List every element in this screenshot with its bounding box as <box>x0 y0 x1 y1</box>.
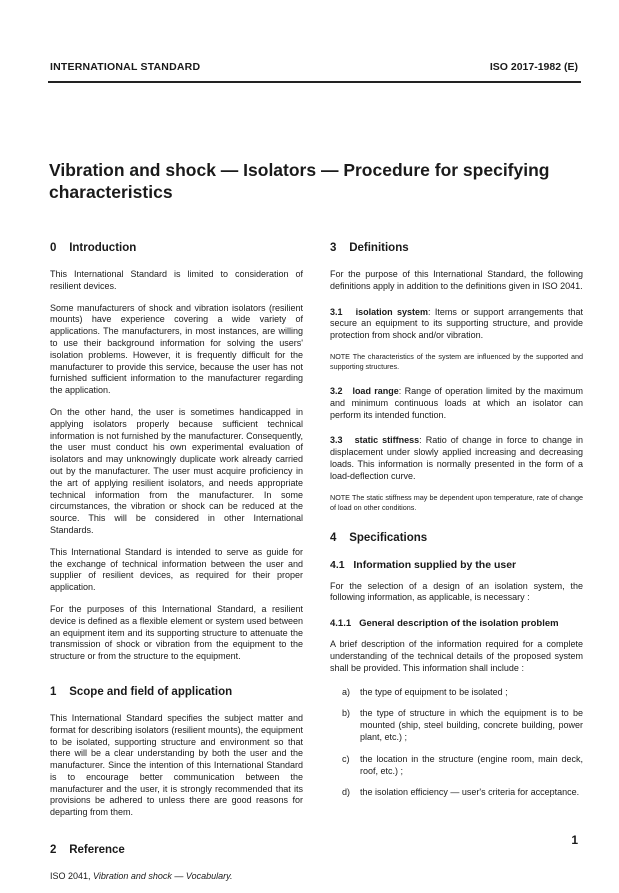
list-item: b) the type of structure in which the equipment is to be mounted (ship, steel building, concrete building, power plant, etc.) ; <box>342 708 583 742</box>
section-4-1-text: For the selection of a design of an isolation system, the following information, as applicable, is necessary : <box>330 580 583 603</box>
header-rule <box>48 81 581 83</box>
list-item: a) the type of equipment to be isolated ; <box>342 686 508 697</box>
list-item: d) the isolation efficiency — user's criteria for acceptance. <box>342 787 580 798</box>
intro-paragraph-5: For the purposes of this International Standard, a resilient device is defined as a flexible element or system used between an equipment item and its supporting structure to attenuate the transmission of shock or vibration from the equipment to the structure or from the structure to the equipment. <box>50 603 303 662</box>
section-1-heading: 1 Scope and field of application <box>50 685 233 698</box>
definition-3-2: 3.2 load range: Range of operation limited by the maximum and minimum continuous loads at which an isolator can perform its intended function. <box>330 385 583 420</box>
scope-paragraph: This International Standard specifies the subject matter and format for describing isolators (resilient mounts), the equipment to be isolated, supporting structure and environment so that there will be a clear understanding by both the user and the manufacturer. Since the intention of this International Standard is to encourage better communication between the manufacturer and the user, it is strongly recommended that its provisions be adhered to unless there are good reasons for departing from them. <box>50 712 303 818</box>
section-4-1-1-text: A brief description of the information required for a complete understanding of the technical details of the proposed system shall be provided. This information shall include : <box>330 639 583 673</box>
section-3-heading: 3 Definitions <box>330 242 409 254</box>
section-2-heading: 2 Reference <box>50 844 125 857</box>
intro-paragraph-4: This International Standard is intended to serve as guide for the exchange of technical information between the user and supplier of resilient devices, as required for their proper application. <box>50 546 303 593</box>
definitions-intro: For the purpose of this International Standard, the following definitions apply in addition to the definitions given in ISO 2041. <box>330 269 583 291</box>
section-0-heading: 0 Introduction <box>50 242 137 254</box>
left-column <box>50 241 303 893</box>
running-header-left: INTERNATIONAL STANDARD <box>50 61 201 73</box>
right-column <box>330 241 583 809</box>
intro-paragraph-2: Some manufacturers of shock and vibration isolators (resilient mounts) have experience covering a wide variety of applications. The manufacturers, in most instances, are willing to use their background information for solving the users' isolation problems. However, it is frequently difficult for the manufacturer to provide this service, because the user has not furnished sufficient information to the manufacturer regarding the application. <box>50 302 303 396</box>
list-item: c) the location in the structure (engine room, main deck, roof, etc.) ; <box>342 753 583 776</box>
running-header-right: ISO 2017-1982 (E) <box>489 61 578 73</box>
reference-text: ISO 2041, Vibration and shock — Vocabulary. <box>50 871 233 882</box>
page-number: 1 <box>571 833 578 847</box>
note-3-3: NOTE The static stiffness may be dependent upon temperature, rate of change of load on other conditions. <box>330 492 583 512</box>
note-3-1: NOTE The characteristics of the system are influenced by the supported and supporting structures. <box>330 351 583 371</box>
section-4-1-1-heading: 4.1.1 General description of the isolation problem <box>330 618 559 630</box>
document-title: Vibration and shock — Isolators — Procedure for specifying characteristics <box>49 160 550 202</box>
intro-paragraph-1: This International Standard is limited to consideration of resilient devices. <box>50 269 303 291</box>
section-4-heading: 4 Specifications <box>330 531 428 544</box>
intro-paragraph-3: On the other hand, the user is sometimes handicapped in applying isolators properly because sufficient technical information is not furnished by the manufacturer. Consequently, the user must conduct his own experimental evaluation of isolators and may unknowingly duplicate work already carried out by the manufacturer. The user must acquire proficiency in the art of applying resilient isolators, and needs appropriate technical information from the manufacturer. In some circumstances, the vibration or shock can be reduced at the source. This will be considered in other International Standards. <box>50 406 303 535</box>
section-4-1-heading: 4.1 Information supplied by the user <box>330 558 517 571</box>
definition-3-1: 3.1 isolation system: Items or support arrangements that secure an equipment to its supporting structure, and provide protection from shock and/or vibration. <box>330 306 583 341</box>
definition-3-3: 3.3 static stiffness: Ratio of change in force to change in displacement under slowly applied increasing and decreasing loads. This information is normally presented in the form of a load-deflection curve. <box>330 435 583 481</box>
